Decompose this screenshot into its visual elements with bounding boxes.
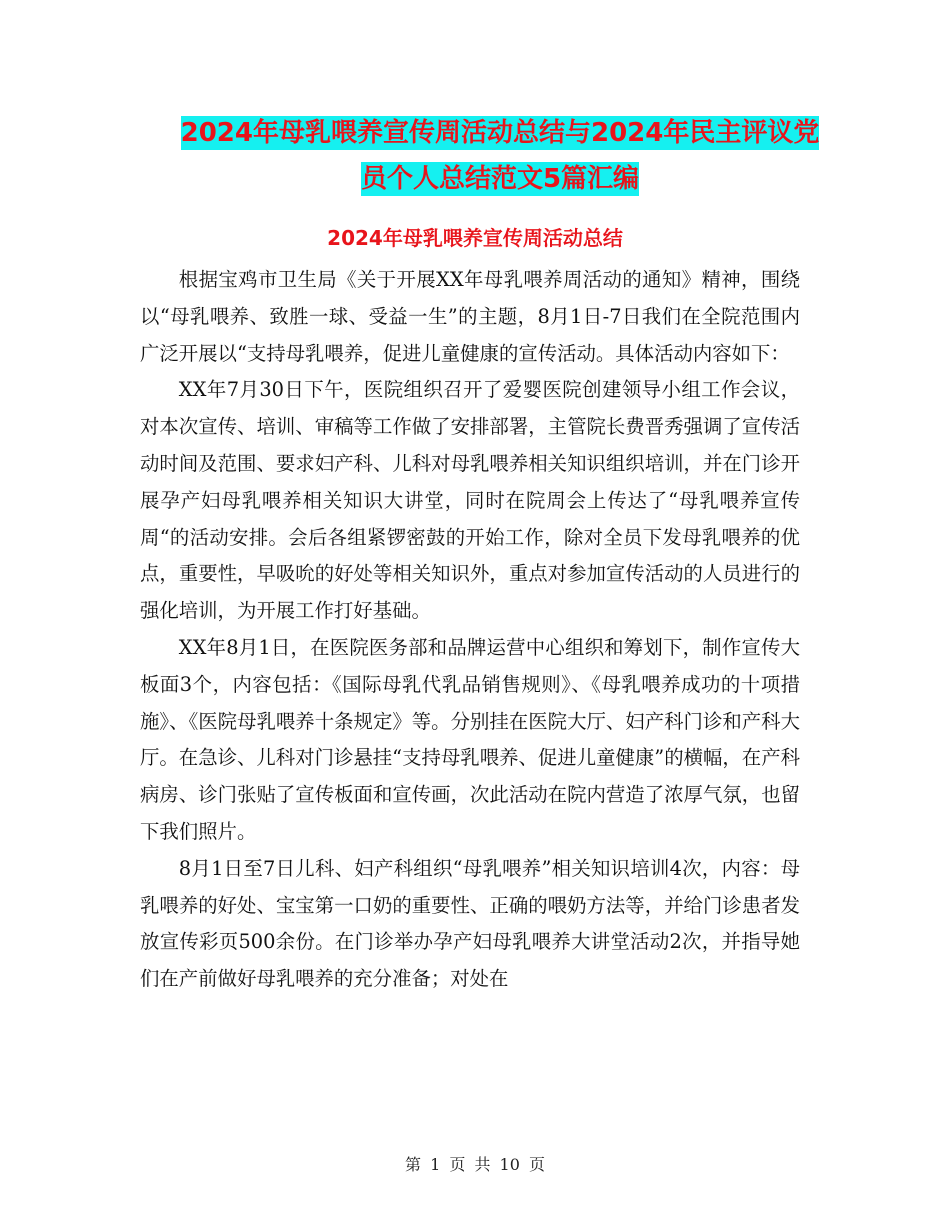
paragraph: 8月1日至7日儿科、妇产科组织“母乳喂养”相关知识培训4次，内容：母乳喂养的好处、宝宝第一口奶的重要性、正确的喂奶方法等，并给门诊患者发放宣传彩页500余份。在门诊举办孕产妇母乳喂养大讲堂活动2次，并指导她们在产前做好母乳喂养的充分准备；对处在 <box>140 856 800 991</box>
title-line-1: 2024年母乳喂养宣传周活动总结与2024年民主评议党 <box>180 118 820 148</box>
section-title: 2024年母乳喂养宣传周活动总结 <box>327 226 623 250</box>
paragraph: 根据宝鸡市卫生局《关于开展XX年母乳喂养周活动的通知》精神，围绕以“母乳喂养、致胜一球、受益一生”的主题，8月1日-7日我们在全院范围内广泛开展以“支持母乳喂养，促进儿童健康的宣传活动。具体活动内容如下： <box>140 268 800 365</box>
title-line-2: 员个人总结范文5篇汇编 <box>360 164 640 194</box>
document-body <box>140 262 800 998</box>
paragraph: XX年7月30日下午，医院组织召开了爱婴医院创建领导小组工作会议，对本次宣传、培训、审稿等工作做了安排部署，主管院长费晋秀强调了宣传活动时间及范围、要求妇产科、儿科对母乳喂养相关知识组织培训，并在门诊开展孕产妇母乳喂养相关知识大讲堂，同时在院周会上传达了“母乳喂养宣传周“的活动安排。会后各组紧锣密鼓的开始工作，除对全员下发母乳喂养的优点，重要性，早吸吮的好处等相关知识外，重点对参加宣传活动的人员进行的强化培训，为开展工作打好基础。 <box>140 378 800 623</box>
document-title <box>120 110 880 202</box>
page-footer: 第 1 页 共 10 页 <box>405 1155 545 1174</box>
paragraph: XX年8月1日，在医院医务部和品牌运营中心组织和筹划下，制作宣传大板面3个，内容包括：《国际母乳代乳品销售规则》、《母乳喂养成功的十项措施》、《医院母乳喂养十条规定》等。分别挂在医院大厅、妇产科门诊和产科大厅。在急诊、儿科对门诊悬挂“支持母乳喂养、促进儿童健康”的横幅，在产科病房、诊门张贴了宣传板面和宣传画，次此活动在院内营造了浓厚气氛，也留下我们照片。 <box>140 635 800 843</box>
